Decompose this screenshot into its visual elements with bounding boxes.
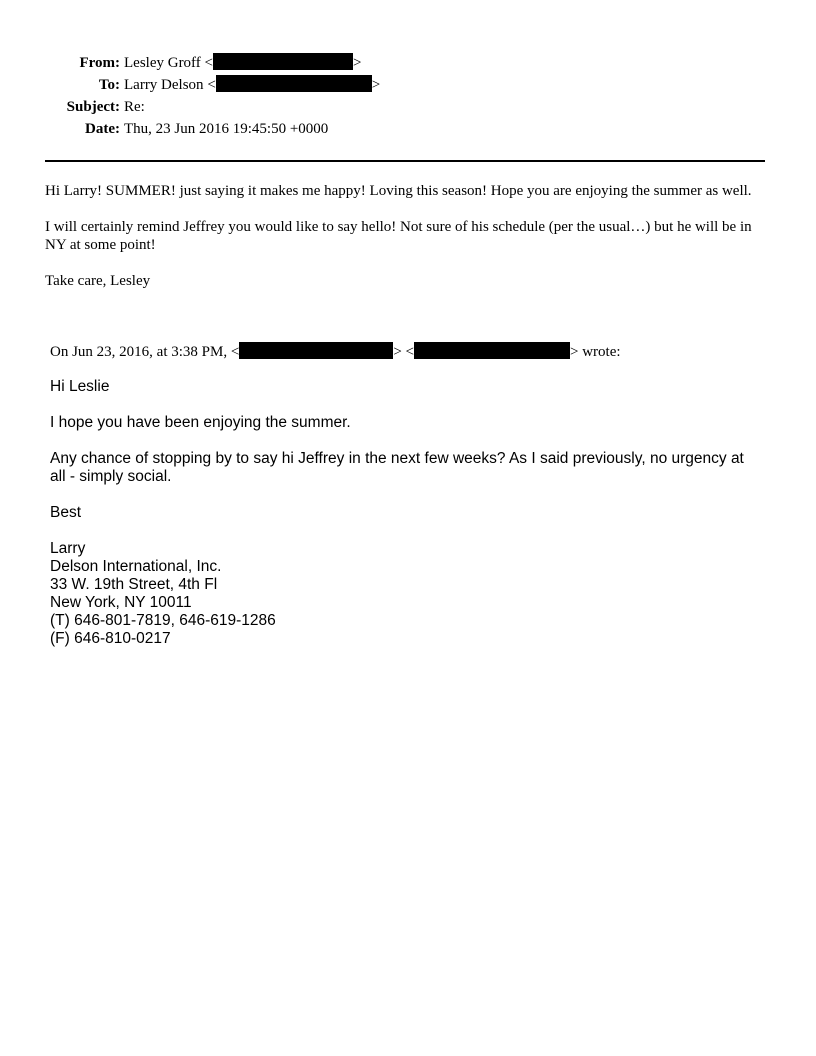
signature-block	[50, 540, 762, 648]
quoted-closing: Best	[50, 504, 82, 521]
from-row	[0, 52, 816, 74]
to-name: Larry Delson	[124, 77, 204, 93]
signature-phone: (T) 646-801-7819, 646-619-1286	[50, 612, 276, 629]
redacted-to-email	[216, 75, 372, 92]
subject-value: Re:	[124, 99, 145, 115]
quoted-greeting: Hi Leslie	[50, 378, 110, 395]
to-label: To:	[98, 77, 120, 93]
quoted-paragraph-2: Any chance of stopping by to say hi Jeffrey in the next few weeks? As I said previously, no urgency at all - simply social.	[50, 450, 744, 485]
date-value: Thu, 23 Jun 2016 19:45:50 +0000	[124, 121, 329, 137]
reply-paragraph-1: Hi Larry! SUMMER! just saying it makes me happy! Loving this season! Hope you are enjoying the summer as well.	[45, 183, 752, 199]
date-row	[0, 118, 816, 140]
from-value: Lesley Groff < >	[124, 55, 362, 71]
signature-address-line-1: 33 W. 19th Street, 4th Fl	[50, 576, 218, 593]
redacted-sender-name	[239, 342, 393, 359]
header-divider	[45, 160, 765, 162]
signature-fax: (F) 646-810-0217	[50, 630, 171, 647]
quoted-paragraph-1: I hope you have been enjoying the summer.	[50, 414, 351, 431]
quote-attribution: On Jun 23, 2016, at 3:38 PM, < > < > wrote:	[50, 344, 621, 360]
quoted-message	[50, 378, 762, 648]
to-value: Larry Delson < >	[124, 77, 381, 93]
subject-label: Subject:	[66, 99, 120, 115]
signature-name: Larry	[50, 540, 86, 557]
to-row	[0, 74, 816, 96]
reply-body	[45, 182, 769, 308]
signature-company: Delson International, Inc.	[50, 558, 222, 575]
signature-address-line-2: New York, NY 10011	[50, 594, 192, 611]
subject-row	[0, 96, 816, 118]
attribution-prefix: On Jun 23, 2016, at 3:38 PM,	[50, 344, 228, 360]
reply-signoff: Take care, Lesley	[45, 273, 151, 289]
reply-paragraph-2: I will certainly remind Jeffrey you would like to say hello! Not sure of his schedule (per the usual…) but he will be in NY at some point!	[45, 219, 752, 253]
email-header	[0, 52, 816, 140]
redacted-sender-email	[414, 342, 570, 359]
redacted-from-email	[213, 53, 353, 70]
attribution-suffix: wrote:	[582, 344, 621, 360]
from-label: From:	[79, 55, 120, 71]
date-label: Date:	[85, 121, 120, 137]
from-name: Lesley Groff	[124, 55, 201, 71]
